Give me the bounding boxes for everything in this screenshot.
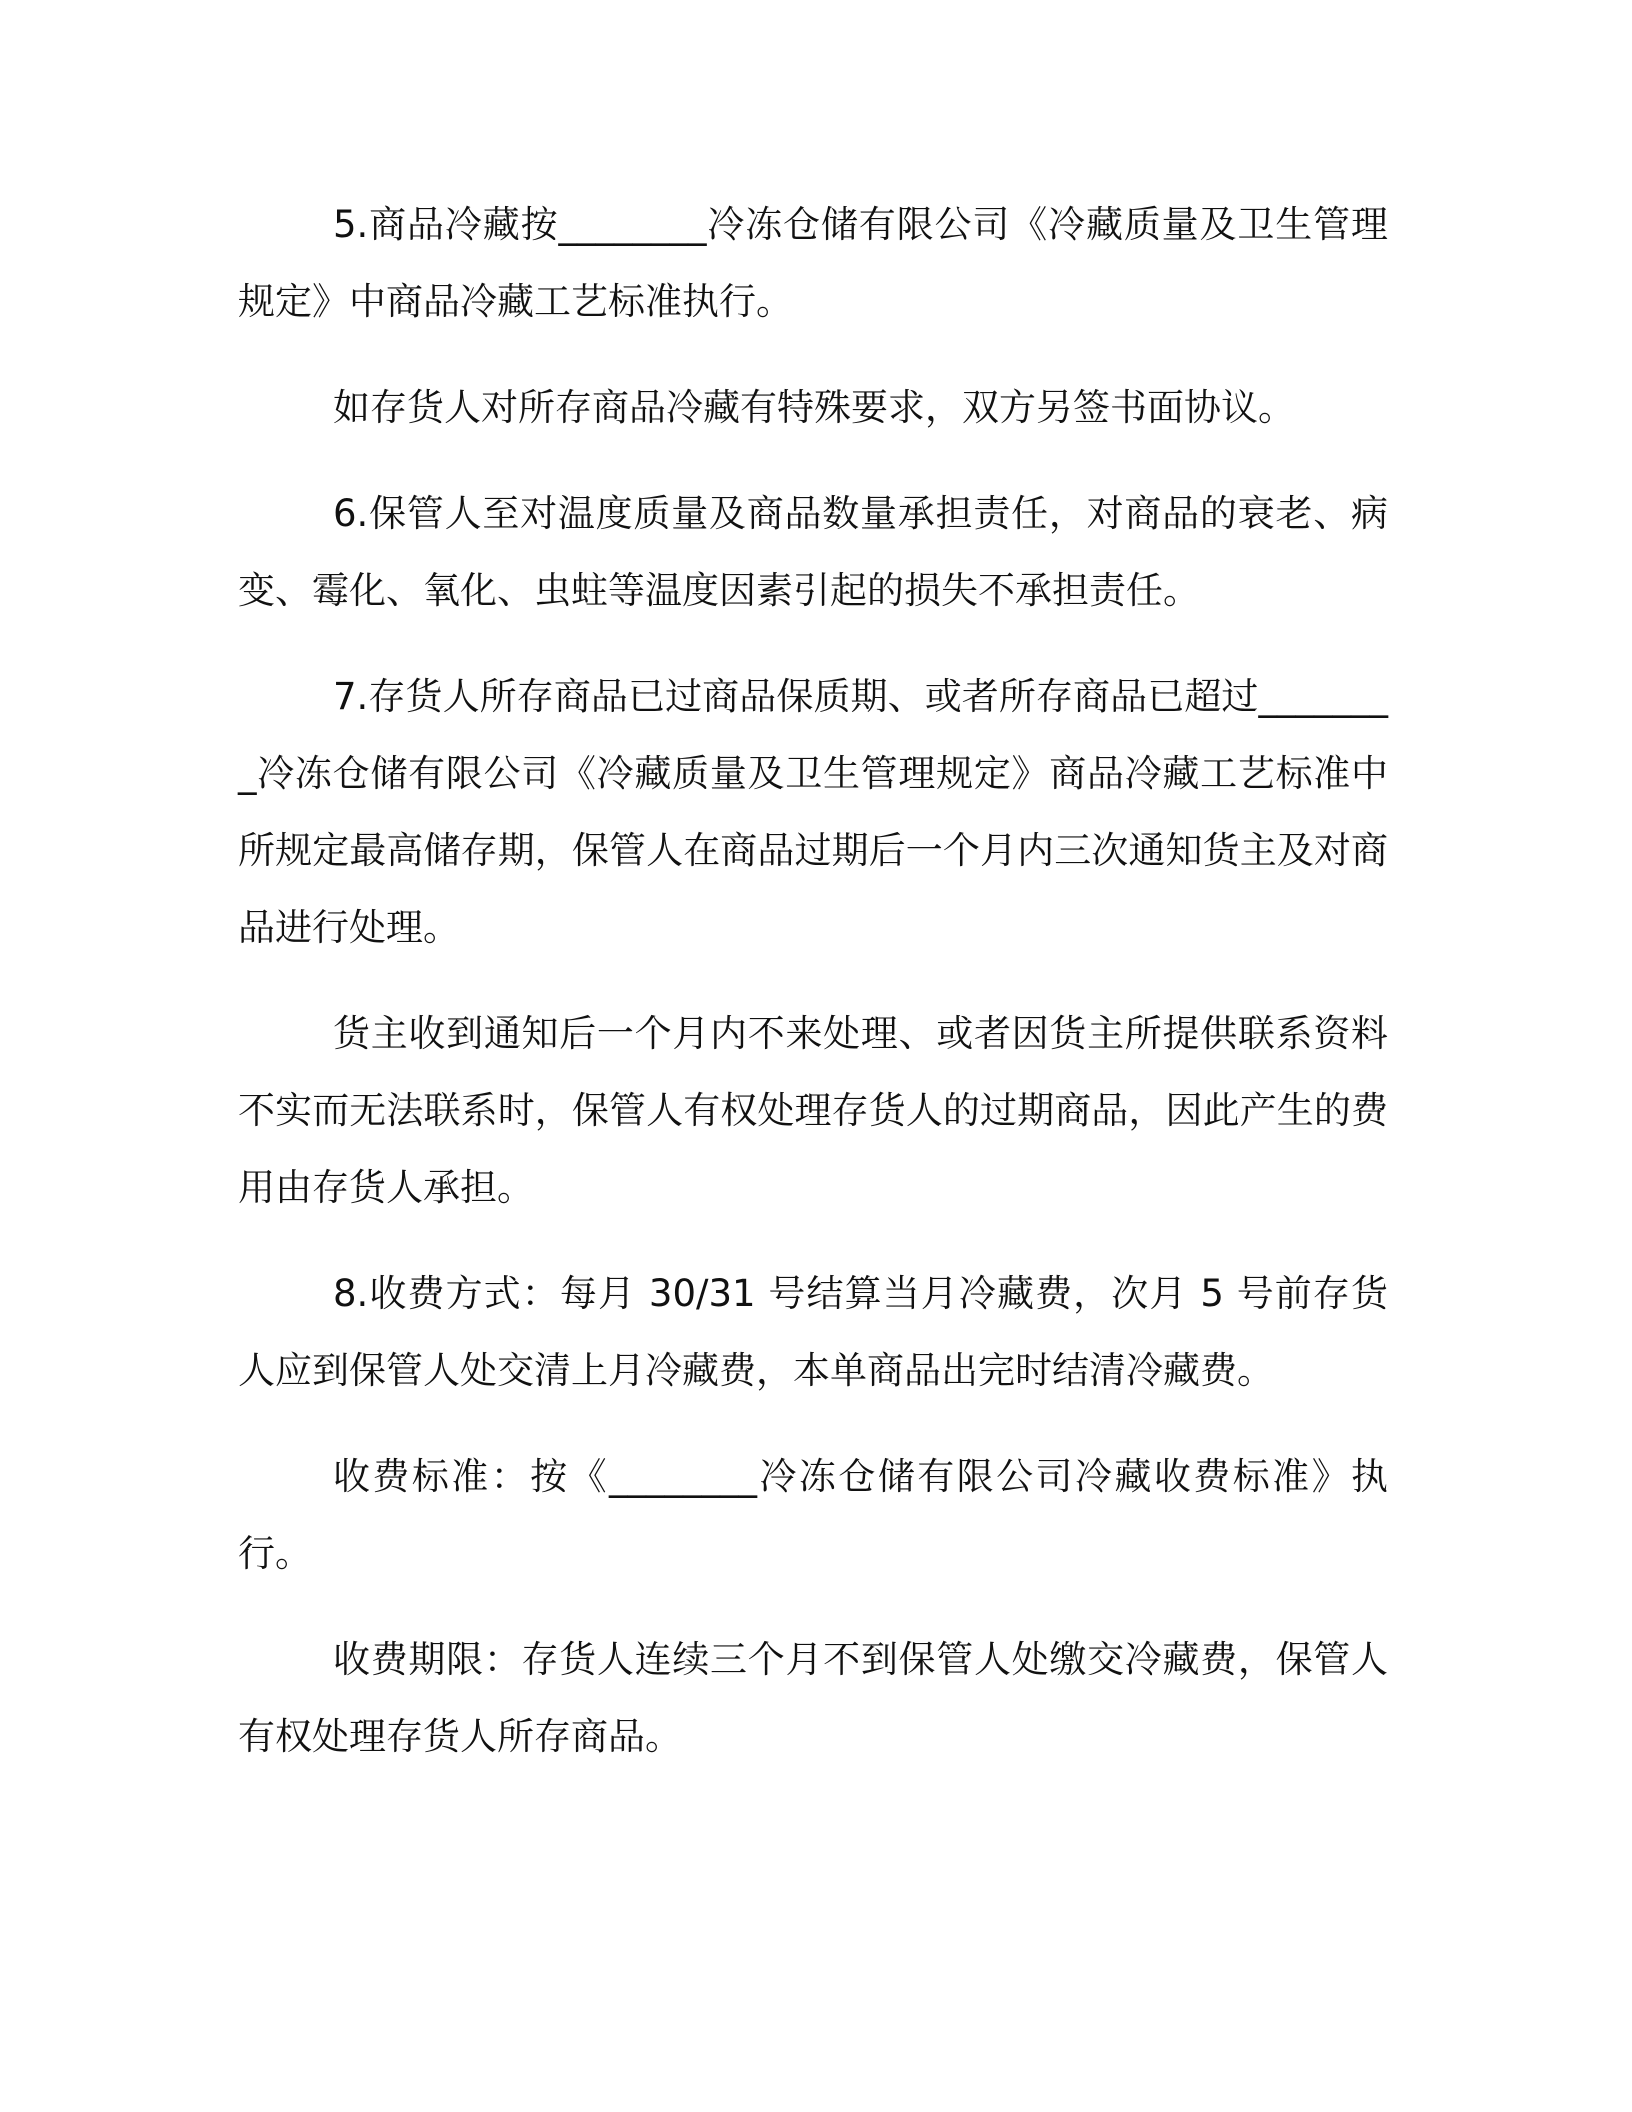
clause-8-paragraph: 8.收费方式：每月 30/31 号结算当月冷藏费，次月 5 号前存货人应到保管人处交清上月冷藏费，本单商品出完时结清冷藏费。 [238, 1272, 1388, 1392]
clause-6-paragraph: 6.保管人至对温度质量及商品数量承担责任，对商品的衰老、病变、霉化、氧化、虫蛀等温度因素引起的损失不承担责任。 [238, 492, 1388, 612]
fee-standard-paragraph: 收费标准：按《________冷冻仓储有限公司冷藏收费标准》执行。 [238, 1455, 1388, 1575]
clause-7-paragraph: 7.存货人所存商品已过商品保质期、或者所存商品已超过________冷冻仓储有限公司《冷藏质量及卫生管理规定》商品冷藏工艺标准中所规定最高储存期，保管人在商品过期后一个月内三次通知货主及对商品进行处理。 [238, 675, 1388, 949]
special-requirements-paragraph: 如存货人对所存商品冷藏有特殊要求，双方另签书面协议。 [333, 386, 1295, 429]
document-page [238, 186, 1388, 1775]
clause-5-paragraph: 5.商品冷藏按________冷冻仓储有限公司《冷藏质量及卫生管理规定》中商品冷藏工艺标准执行。 [238, 203, 1388, 323]
expired-goods-paragraph: 货主收到通知后一个月内不来处理、或者因货主所提供联系资料不实而无法联系时，保管人有权处理存货人的过期商品，因此产生的费用由存货人承担。 [238, 1012, 1388, 1209]
fee-deadline-paragraph: 收费期限：存货人连续三个月不到保管人处缴交冷藏费，保管人有权处理存货人所存商品。 [238, 1638, 1388, 1758]
